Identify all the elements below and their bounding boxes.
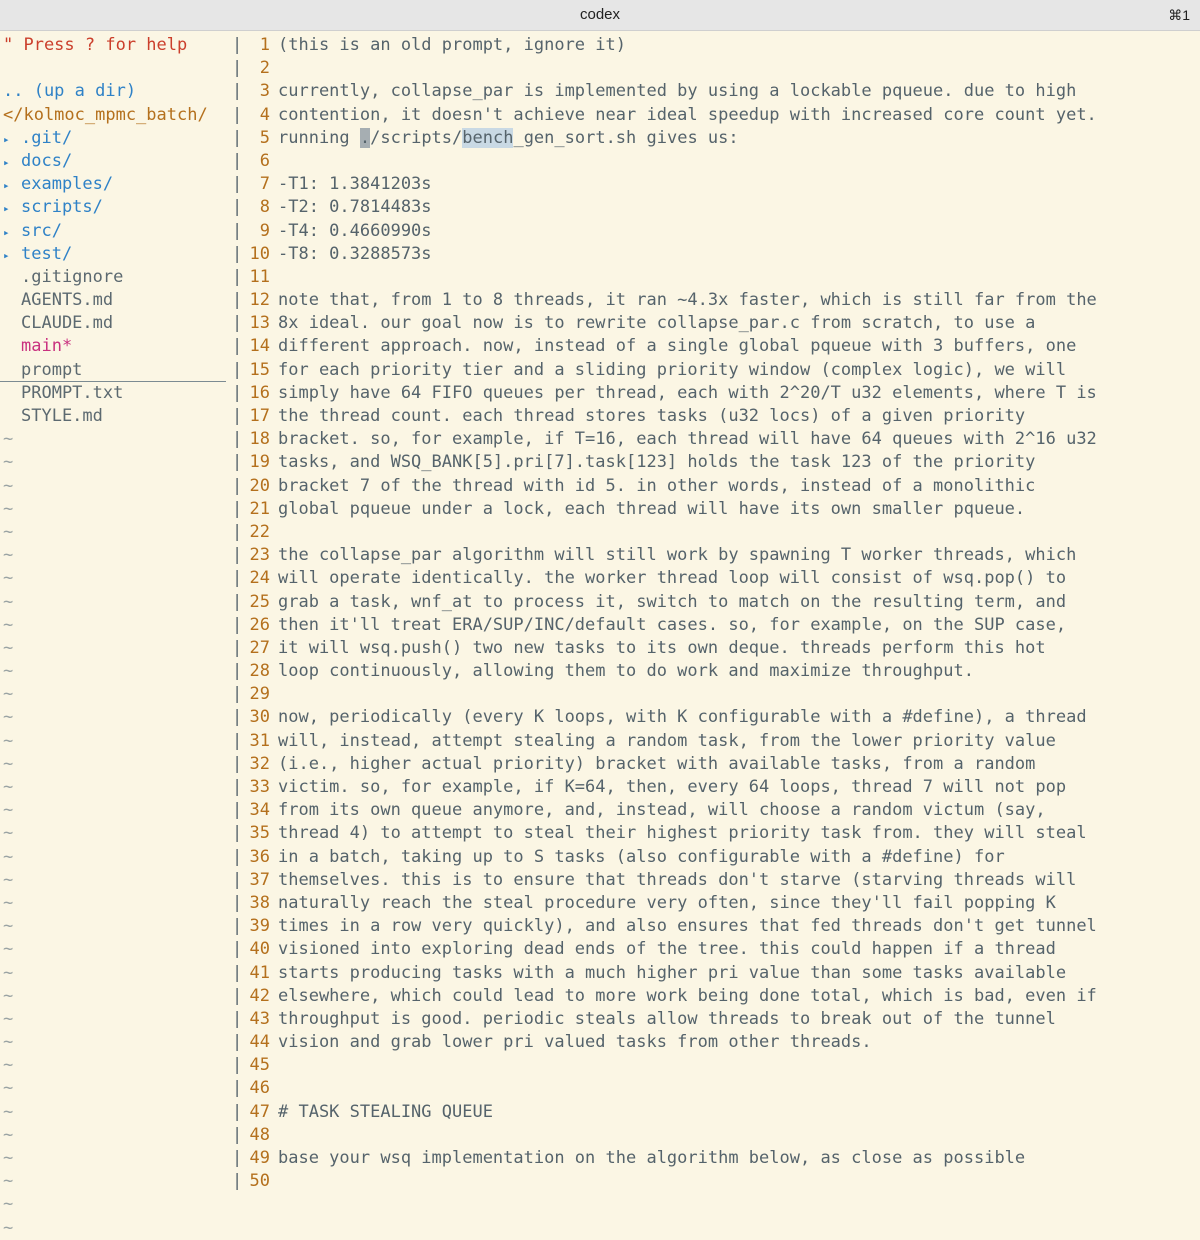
line-text: will, instead, attempt stealing a random task, from the lower priority value [278, 730, 1056, 751]
line-text: 8x ideal. our goal now is to rewrite collapse_par.c from scratch, to use a [278, 313, 1036, 334]
line-number: 47 [249, 1101, 270, 1122]
line-text: throughput is good. periodic steals allow threads to break out of the tunnel [278, 1008, 1056, 1029]
line-text: then it'll treat ERA/SUP/INC/default cases. so, for example, on the SUP case, [278, 614, 1067, 635]
separator-char: | [232, 35, 243, 55]
separator-char: | [232, 313, 243, 334]
editor-line[interactable] [242, 753, 1200, 776]
line-number: 42 [249, 985, 270, 1006]
tilde-marker: ~ [3, 591, 14, 612]
separator-char: | [232, 290, 243, 311]
tilde-marker: ~ [3, 939, 14, 960]
editor-line[interactable] [242, 1124, 1200, 1147]
tilde-marker: ~ [3, 869, 14, 890]
line-number: 6 [259, 150, 270, 171]
tilde-marker: ~ [3, 661, 14, 682]
line-number: 45 [249, 1055, 270, 1076]
text-editor-pane[interactable] [242, 34, 1200, 1192]
separator-char: | [232, 1171, 243, 1192]
separator-char: | [232, 614, 243, 635]
tilde-marker: ~ [3, 568, 14, 589]
line-text: in a batch, taking up to S tasks (also configurable with a #define) for [278, 846, 1005, 867]
line-number: 43 [249, 1008, 270, 1029]
separator-char: | [232, 916, 243, 937]
line-text: _gen_sort.sh gives us: [513, 127, 739, 148]
line-text: for each priority tier and a sliding priority window (complex logic), we will [278, 359, 1067, 380]
expand-arrow-icon: ▸ [3, 202, 10, 216]
tilde-marker: ~ [3, 545, 14, 566]
separator-char: | [232, 568, 243, 589]
tree-file-item-current[interactable] [0, 359, 226, 382]
separator-char: | [232, 684, 243, 705]
tree-dir-item[interactable] [0, 196, 232, 219]
line-text: -T1: 1.3841203s [278, 174, 432, 195]
editor-line[interactable] [242, 938, 1200, 961]
tree-file-item[interactable] [0, 266, 232, 289]
line-text: tasks, and WSQ_BANK[5].pri[7].task[123] holds the task 123 of the priority [278, 452, 1036, 473]
tilde-marker: ~ [3, 521, 14, 542]
line-text: (i.e., higher actual priority) bracket with available tasks, from a random [278, 753, 1036, 774]
dir-name: scripts/ [21, 197, 103, 218]
separator-char: | [232, 336, 243, 357]
tree-dir-item[interactable] [0, 173, 232, 196]
separator-char: | [232, 475, 243, 496]
line-text: visioned into exploring dead ends of the tree. this could happen if a thread [278, 939, 1056, 960]
separator-char: | [232, 174, 243, 195]
separator-char: | [232, 1078, 243, 1099]
editor-line[interactable] [242, 196, 1200, 219]
separator-char: | [232, 1055, 243, 1076]
editor-line[interactable] [242, 544, 1200, 567]
editor-line[interactable] [242, 660, 1200, 683]
file-name: PROMPT.txt [21, 382, 124, 403]
editor-line[interactable] [242, 1101, 1200, 1124]
line-text: currently, collapse_par is implemented by using a lockable pqueue. due to high [278, 81, 1077, 102]
line-number: 13 [249, 313, 270, 334]
tree-file-item[interactable] [0, 405, 232, 428]
expand-arrow-icon: ▸ [3, 132, 10, 146]
separator-char: | [232, 985, 243, 1006]
line-number: 32 [249, 753, 270, 774]
line-text: note that, from 1 to 8 threads, it ran ~4.3x faster, which is still far from the [278, 290, 1097, 311]
line-number: 3 [259, 81, 270, 102]
separator-char: | [232, 777, 243, 797]
line-text: -T8: 0.3288573s [278, 243, 432, 264]
tilde-marker: ~ [3, 614, 14, 635]
editor-line[interactable] [242, 150, 1200, 173]
line-number: 28 [249, 661, 270, 682]
line-text: -T2: 0.7814483s [278, 197, 432, 218]
tilde-marker: ~ [3, 985, 14, 1006]
editor-line[interactable] [242, 405, 1200, 428]
editor-line[interactable] [242, 127, 1200, 150]
line-text: victim. so, for example, if K=64, then, every 64 loops, thread 7 will not pop [278, 777, 1067, 797]
editor-line[interactable] [242, 1054, 1200, 1077]
tilde-marker: ~ [3, 1171, 14, 1192]
line-number: 50 [249, 1171, 270, 1192]
separator-char: | [232, 197, 243, 218]
line-number: 1 [259, 35, 270, 55]
line-number: 41 [249, 962, 270, 983]
line-number: 20 [249, 475, 270, 496]
tree-file-item[interactable] [0, 382, 232, 405]
tilde-marker: ~ [3, 1032, 14, 1053]
dir-name: docs/ [21, 150, 73, 171]
tilde-marker: ~ [3, 962, 14, 983]
current-directory: </kolmoc_mpmc_batch/ [3, 104, 208, 125]
editor-line[interactable] [242, 706, 1200, 729]
separator-char: | [232, 521, 243, 542]
line-number: 40 [249, 939, 270, 960]
line-number: 15 [249, 359, 270, 380]
separator-char: | [232, 104, 243, 125]
line-text: vision and grab lower pri valued tasks from other threads. [278, 1032, 872, 1053]
line-number: 38 [249, 892, 270, 913]
separator-char: | [232, 823, 243, 844]
separator-char: | [232, 150, 243, 171]
separator-char: | [232, 266, 243, 287]
tree-dir-item[interactable] [0, 243, 232, 266]
line-text: now, periodically (every K loops, with K configurable with a #define), a thread [278, 707, 1087, 728]
separator-char: | [232, 1101, 243, 1122]
empty-line-markers [0, 428, 232, 1240]
expand-arrow-icon: ▸ [3, 248, 10, 262]
editor-line[interactable] [242, 312, 1200, 335]
editor-line[interactable] [242, 475, 1200, 498]
tilde-marker: ~ [3, 707, 14, 728]
tilde-marker: ~ [3, 1055, 14, 1076]
tree-file-item-modified[interactable] [0, 335, 232, 358]
line-number: 9 [259, 220, 270, 241]
tilde-marker: ~ [3, 684, 14, 705]
tilde-marker: ~ [3, 1194, 14, 1215]
separator-char: | [232, 498, 243, 519]
line-text: times in a row very quickly), and also ensures that fed threads don't get tunnel [278, 916, 1097, 937]
line-number: 34 [249, 800, 270, 821]
tilde-marker: ~ [3, 475, 14, 496]
modified-file-name: main* [21, 336, 73, 357]
line-number: 49 [249, 1148, 270, 1168]
tilde-marker: ~ [3, 1124, 14, 1145]
editor-line[interactable] [242, 428, 1200, 451]
editor-line[interactable] [242, 104, 1200, 127]
line-text: /scripts/ [370, 127, 463, 148]
line-number: 10 [249, 243, 270, 264]
expand-arrow-icon: ▸ [3, 225, 10, 239]
line-number: 35 [249, 823, 270, 844]
line-text: simply have 64 FIFO queues per thread, each with 2^20/T u32 elements, where T is [278, 382, 1097, 403]
separator-char: | [232, 1124, 243, 1145]
editor-line[interactable] [242, 451, 1200, 474]
tilde-marker: ~ [3, 777, 14, 797]
line-number: 19 [249, 452, 270, 473]
tree-dir-item[interactable] [0, 150, 232, 173]
line-number: 39 [249, 916, 270, 937]
editor-line[interactable] [242, 243, 1200, 266]
editor-line[interactable] [242, 220, 1200, 243]
line-text: naturally reach the steal procedure very often, since they'll fail popping K [278, 892, 1056, 913]
separator-char: | [232, 359, 243, 380]
line-text: the collapse_par algorithm will still work by spawning T worker threads, which [278, 545, 1077, 566]
search-highlight: bench [462, 127, 514, 148]
line-number: 48 [249, 1124, 270, 1145]
tree-dir-item[interactable] [0, 220, 232, 243]
expand-arrow-icon: ▸ [3, 155, 10, 169]
separator-char: | [232, 591, 243, 612]
editor-line[interactable] [242, 498, 1200, 521]
separator-char: | [232, 382, 243, 403]
line-number: 16 [249, 382, 270, 403]
line-text: (this is an old prompt, ignore it) [278, 35, 626, 55]
line-text: will operate identically. the worker thread loop will consist of wsq.pop() to [278, 568, 1067, 589]
separator-char: | [232, 892, 243, 913]
line-text: base your wsq implementation on the algorithm below, as close as possible [278, 1148, 1026, 1168]
line-text: from its own queue anymore, and, instead, will choose a random victum (say, [278, 800, 1046, 821]
window-separator[interactable] [232, 34, 243, 1192]
expand-arrow-icon: ▸ [3, 179, 10, 193]
editor-line[interactable] [242, 382, 1200, 405]
dir-name: examples/ [21, 174, 114, 195]
line-number: 2 [259, 58, 270, 79]
separator-char: | [232, 869, 243, 890]
editor-line[interactable] [242, 822, 1200, 845]
separator-char: | [232, 127, 243, 148]
separator-char: | [232, 730, 243, 751]
editor-line[interactable] [242, 289, 1200, 312]
editor-line[interactable] [242, 34, 1200, 57]
line-text: different approach. now, instead of a single global pqueue with 3 buffers, one [278, 336, 1077, 357]
editor-line[interactable] [242, 730, 1200, 753]
editor-line[interactable] [242, 683, 1200, 706]
line-text: global pqueue under a lock, each thread will have its own smaller pqueue. [278, 498, 1026, 519]
line-number: 33 [249, 777, 270, 797]
line-text: grab a task, wnf_at to process it, switch to match on the resulting term, and [278, 591, 1067, 612]
editor-line[interactable] [242, 335, 1200, 358]
line-number: 36 [249, 846, 270, 867]
tilde-marker: ~ [3, 452, 14, 473]
line-text: themselves. this is to ensure that threads don't starve (starving threads will [278, 869, 1077, 890]
separator-char: | [232, 406, 243, 426]
line-text: starts producing tasks with a much higher pri value than some tasks available [278, 962, 1067, 983]
editor-line[interactable] [242, 892, 1200, 915]
tilde-marker: ~ [3, 1101, 14, 1122]
editor-line[interactable] [242, 962, 1200, 985]
editor-line[interactable] [242, 776, 1200, 799]
editor-line[interactable] [242, 985, 1200, 1008]
editor-line[interactable] [242, 614, 1200, 637]
separator-char: | [232, 429, 243, 450]
separator-char: | [232, 58, 243, 79]
line-number: 24 [249, 568, 270, 589]
editor-line[interactable] [242, 173, 1200, 196]
line-number: 12 [249, 290, 270, 311]
line-text: the thread count. each thread stores tasks (u32 locs) of a given priority [278, 406, 1026, 426]
editor-line[interactable] [242, 591, 1200, 614]
line-number: 18 [249, 429, 270, 450]
line-text: bracket. so, for example, if T=16, each thread will have 64 queues with 2^16 u32 [278, 429, 1097, 450]
line-number: 46 [249, 1078, 270, 1099]
line-number: 8 [259, 197, 270, 218]
line-text: elsewhere, which could lead to more work being done total, which is bad, even if [278, 985, 1097, 1006]
tree-dir-item[interactable] [0, 127, 232, 150]
line-number: 26 [249, 614, 270, 635]
editor-line[interactable] [242, 1077, 1200, 1100]
tilde-marker: ~ [3, 1217, 14, 1238]
line-number: 11 [249, 266, 270, 287]
line-number: 22 [249, 521, 270, 542]
tilde-marker: ~ [3, 498, 14, 519]
up-dir-link[interactable]: .. (up a dir) [3, 81, 137, 102]
editor-line[interactable] [242, 57, 1200, 80]
editor-line[interactable] [242, 915, 1200, 938]
file-name: AGENTS.md [21, 290, 114, 311]
separator-char: | [232, 1148, 243, 1168]
file-tree-sidebar[interactable] [0, 34, 232, 1238]
editor-line[interactable] [242, 266, 1200, 289]
separator-char: | [232, 939, 243, 960]
line-number: 31 [249, 730, 270, 751]
dir-name: test/ [21, 243, 73, 264]
line-text: contention, it doesn't achieve near ideal speedup with increased core count yet. [278, 104, 1097, 125]
separator-char: | [232, 962, 243, 983]
file-name: .gitignore [21, 266, 124, 287]
window-titlebar [0, 0, 1200, 31]
line-text: loop continuously, allowing them to do work and maximize throughput. [278, 661, 974, 682]
line-text: it will wsq.push() two new tasks to its own deque. threads perform this hot [278, 637, 1046, 658]
line-number: 23 [249, 545, 270, 566]
tilde-marker: ~ [3, 892, 14, 913]
tilde-marker: ~ [3, 753, 14, 774]
line-number: 4 [259, 104, 270, 125]
line-number: 25 [249, 591, 270, 612]
editor-line[interactable] [242, 567, 1200, 590]
line-text: bracket 7 of the thread with id 5. in other words, instead of a monolithic [278, 475, 1036, 496]
help-hint: " Press ? for help [3, 35, 188, 55]
tilde-marker: ~ [3, 823, 14, 844]
tilde-marker: ~ [3, 846, 14, 867]
line-number: 27 [249, 637, 270, 658]
window-shortcut: ⌘1 [1168, 7, 1190, 23]
editor-line[interactable] [242, 1170, 1200, 1193]
separator-char: | [232, 661, 243, 682]
tilde-marker: ~ [3, 637, 14, 658]
editor-line[interactable] [242, 799, 1200, 822]
separator-char: | [232, 452, 243, 473]
line-text: running [278, 127, 360, 148]
editor-line[interactable] [242, 1031, 1200, 1054]
line-number: 29 [249, 684, 270, 705]
line-number: 17 [249, 406, 270, 426]
editor-line[interactable] [242, 521, 1200, 544]
separator-char: | [232, 243, 243, 264]
editor-line[interactable] [242, 846, 1200, 869]
line-number: 30 [249, 707, 270, 728]
editor-line[interactable] [242, 869, 1200, 892]
cursor-char: . [359, 127, 371, 148]
line-text: thread 4) to attempt to steal their highest priority task from. they will steal [278, 823, 1087, 844]
separator-char: | [232, 800, 243, 821]
line-number: 7 [259, 174, 270, 195]
tree-file-item[interactable] [0, 312, 232, 335]
tilde-marker: ~ [3, 1078, 14, 1099]
current-file-name: prompt [21, 359, 83, 380]
dir-name: .git/ [21, 127, 73, 148]
editor-line[interactable] [242, 80, 1200, 103]
separator-char: | [232, 707, 243, 728]
line-text: # TASK STEALING QUEUE [278, 1101, 493, 1122]
separator-char: | [232, 1008, 243, 1029]
window-title: codex [579, 6, 621, 23]
separator-char: | [232, 846, 243, 867]
editor-line[interactable] [242, 359, 1200, 382]
tilde-marker: ~ [3, 1008, 14, 1029]
dir-name: src/ [21, 220, 62, 241]
line-number: 37 [249, 869, 270, 890]
tilde-marker: ~ [3, 1148, 14, 1168]
separator-char: | [232, 81, 243, 102]
editor-line[interactable] [242, 1008, 1200, 1031]
line-number: 5 [259, 127, 270, 148]
tilde-marker: ~ [3, 730, 14, 751]
separator-char: | [232, 753, 243, 774]
tree-file-item[interactable] [0, 289, 232, 312]
tilde-marker: ~ [3, 916, 14, 937]
blank-line [0, 57, 232, 80]
separator-char: | [232, 220, 243, 241]
line-number: 21 [249, 498, 270, 519]
line-number: 44 [249, 1032, 270, 1053]
file-name: CLAUDE.md [21, 313, 114, 334]
editor-line[interactable] [242, 1147, 1200, 1170]
separator-char: | [232, 545, 243, 566]
editor-line[interactable] [242, 637, 1200, 660]
separator-char: | [232, 1032, 243, 1053]
tilde-marker: ~ [3, 429, 14, 450]
separator-char: | [232, 637, 243, 658]
line-number: 14 [249, 336, 270, 357]
tilde-marker: ~ [3, 800, 14, 821]
file-name: STYLE.md [21, 406, 103, 426]
line-text: -T4: 0.4660990s [278, 220, 432, 241]
